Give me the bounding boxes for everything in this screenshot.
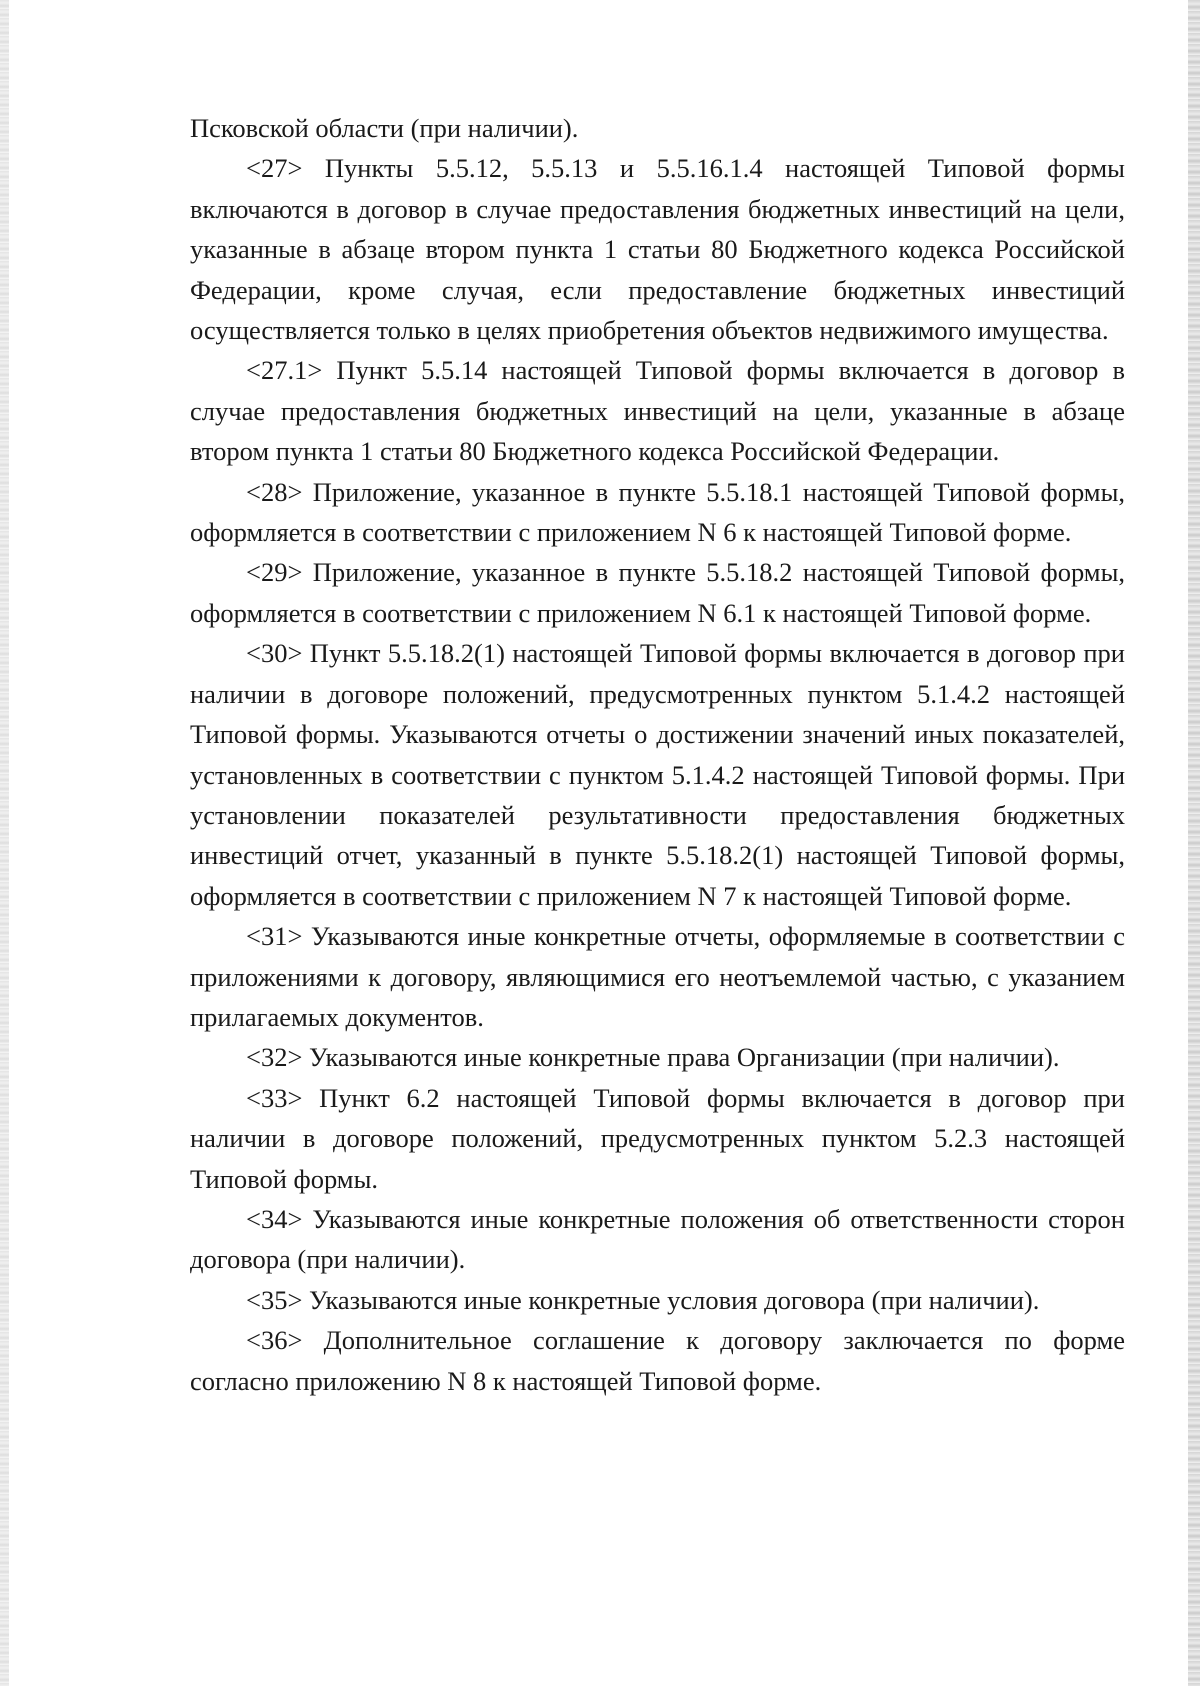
footnote-32: <32> Указываются иные конкретные права Организации (при наличии). [246,1042,1060,1073]
footnote-30: <30> Пункт 5.5.18.2(1) настоящей Типовой формы включается в договор при наличии в договоре положений, предусмотренных пунктом 5.1.4.2 настоящей Типовой формы. Указываются отчеты о достижении значений иных показателей, установленных в соответствии с пунктом 5.1.4.2 настоящей Типовой формы. При установлении показателей результативности предоставления бюджетных инвестиций отчет, указанный в пункте 5.5.18.2(1) настоящей Типовой формы, оформляется в соответствии с приложением N 7 к настоящей Типовой форме. [190,638,1125,911]
footnote-27: <27> Пункты 5.5.12, 5.5.13 и 5.5.16.1.4 настоящей Типовой формы включаются в договор в случае предоставления бюджетных инвестиций на цели, указанные в абзаце втором пункта 1 статьи 80 Бюджетного кодекса Российской Федерации, кроме случая, если предоставление бюджетных инвестиций осуществляется только в целях приобретения объектов недвижимого имущества. [190,153,1125,346]
footnote-28: <28> Приложение, указанное в пункте 5.5.18.1 настоящей Типовой формы, оформляется в соответствии с приложением N 6 к настоящей Типовой форме. [190,476,1125,548]
footnote-35: <35> Указываются иные конкретные условия договора (при наличии). [246,1284,1040,1315]
footnote-34: <34> Указываются иные конкретные положения об ответственности сторон договора (при наличии). [190,1203,1125,1275]
footnote-29: <29> Приложение, указанное в пункте 5.5.18.2 настоящей Типовой формы, оформляется в соответствии с приложением N 6.1 к настоящей Типовой форме. [190,557,1125,628]
footnote-31: <31> Указываются иные конкретные отчеты, оформляемые в соответствии с приложениями к договору, являющимися его неотъемлемой частью, с указанием прилагаемых документов. [190,921,1125,1032]
paragraph-continuation: Псковской области (при наличии). [190,113,579,143]
document-body [190,108,1125,1401]
scan-edge-left [0,0,9,1686]
scan-edge-right [1188,0,1200,1686]
footnote-36: <36> Дополнительное соглашение к договору заключается по форме согласно приложению N 8 к настоящей Типовой форме. [190,1325,1125,1396]
footnote-27-1: <27.1> Пункт 5.5.14 настоящей Типовой формы включается в договор в случае предоставления бюджетных инвестиций на цели, указанные в абзаце втором пункта 1 статьи 80 Бюджетного кодекса Российской Федерации. [190,355,1125,467]
footnote-33: <33> Пункт 6.2 настоящей Типовой формы включается в договор при наличии в договоре положений, предусмотренных пунктом 5.2.3 настоящей Типовой формы. [190,1082,1125,1194]
